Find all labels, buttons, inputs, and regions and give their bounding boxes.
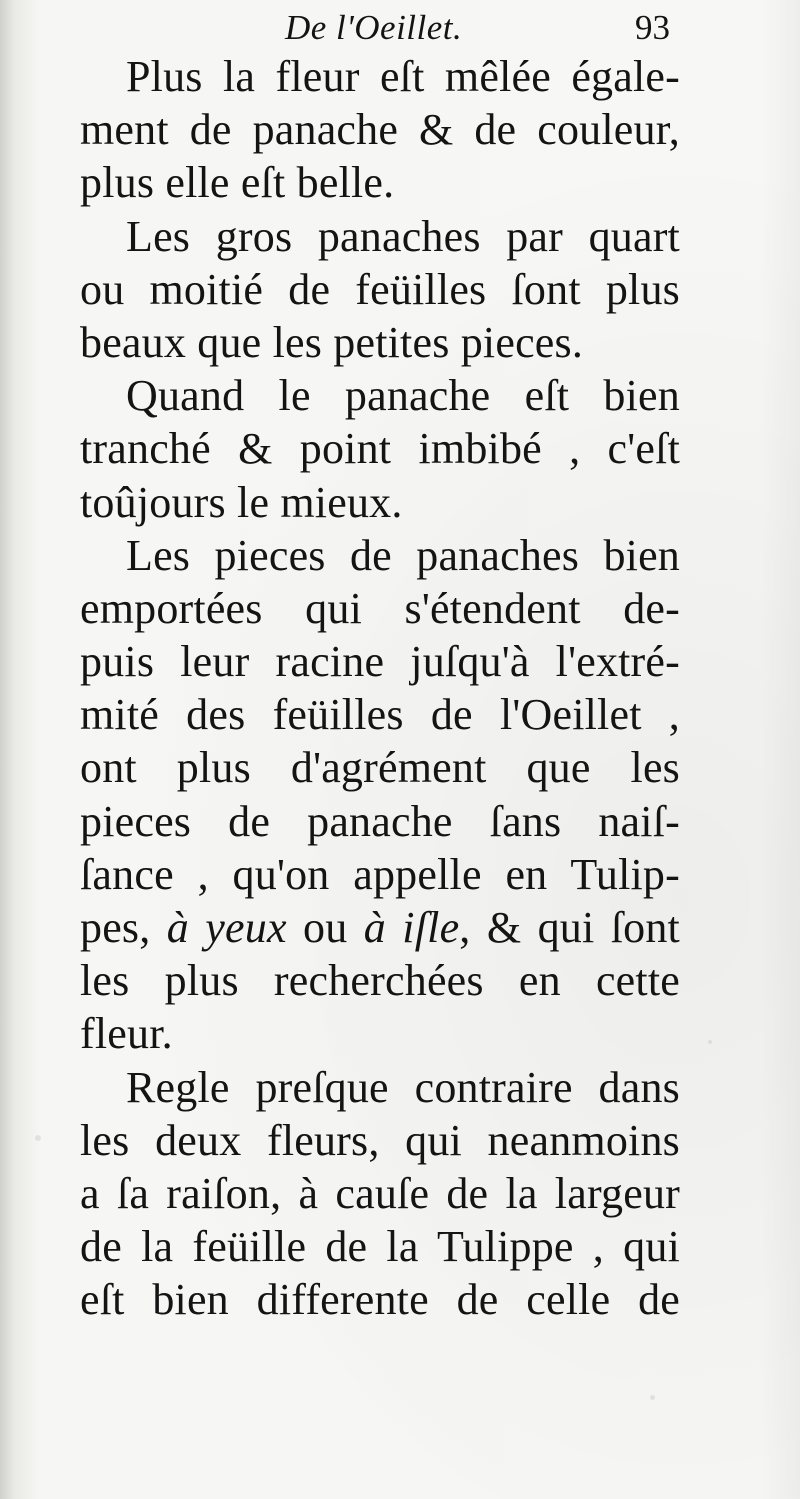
text-line: a ſa raiſon, à cauſe de la largeur <box>80 1168 680 1218</box>
text-line: Plus la fleur eſt mêlée égale- <box>126 52 680 101</box>
italic-term: à yeux <box>166 903 287 952</box>
paragraph-4 <box>80 529 680 1061</box>
paragraph-3 <box>80 369 680 529</box>
text-segment: , & qui ſont <box>459 903 680 952</box>
text-line: les deux fleurs, qui neanmoins <box>80 1115 680 1165</box>
paper-speck <box>650 1395 655 1400</box>
text-line: pieces de panache ſans naiſ- <box>80 796 680 846</box>
italic-term: à iſle <box>363 903 460 952</box>
text-segment: pes, <box>80 903 151 952</box>
text-line: fleur. <box>80 1009 173 1059</box>
text-segment: ou <box>303 903 348 952</box>
text-line: ſance , qu'on appelle en Tulip- <box>80 849 680 899</box>
text-line: puis leur racine juſqu'à l'extré- <box>80 637 680 687</box>
text-line: Les pieces de panaches bien <box>126 530 680 580</box>
text-line: ou moitié de feüilles ſont plus <box>80 264 680 314</box>
text-line: ont plus d'agrément que les <box>80 743 680 793</box>
body-text <box>80 50 680 1327</box>
text-line: mité des feüilles de l'Oeillet , <box>80 690 680 740</box>
text-line: Regle preſque contraire dans <box>126 1062 680 1112</box>
text-line: plus elle eſt belle. <box>80 158 395 208</box>
text-line: eſt bien differente de celle de <box>80 1275 680 1325</box>
running-head <box>80 6 680 50</box>
text-line: tranché & point imbibé , c'eſt <box>80 424 680 474</box>
page-number: 93 <box>635 8 670 47</box>
paragraph-2 <box>80 210 680 370</box>
paragraph-1 <box>80 50 680 210</box>
text-line: Quand le panache eſt bien <box>126 371 680 421</box>
text-line: emportées qui s'étendent de- <box>80 583 680 633</box>
paragraph-5 <box>80 1061 680 1327</box>
text-line-mixed <box>80 901 680 954</box>
paper-speck <box>708 1040 712 1044</box>
text-line: toûjours le mieux. <box>80 477 403 527</box>
text-line: de la feüille de la Tulippe , qui <box>80 1222 680 1272</box>
text-line: Les gros panaches par quart <box>126 211 680 261</box>
text-line: beaux que les petites pieces. <box>80 317 584 367</box>
text-line: les plus recherchées en cette <box>80 956 680 1006</box>
running-title: De l'Oeillet. <box>285 8 463 47</box>
text-line: ment de panache & de couleur, <box>80 105 680 155</box>
paper-speck <box>35 1135 41 1141</box>
